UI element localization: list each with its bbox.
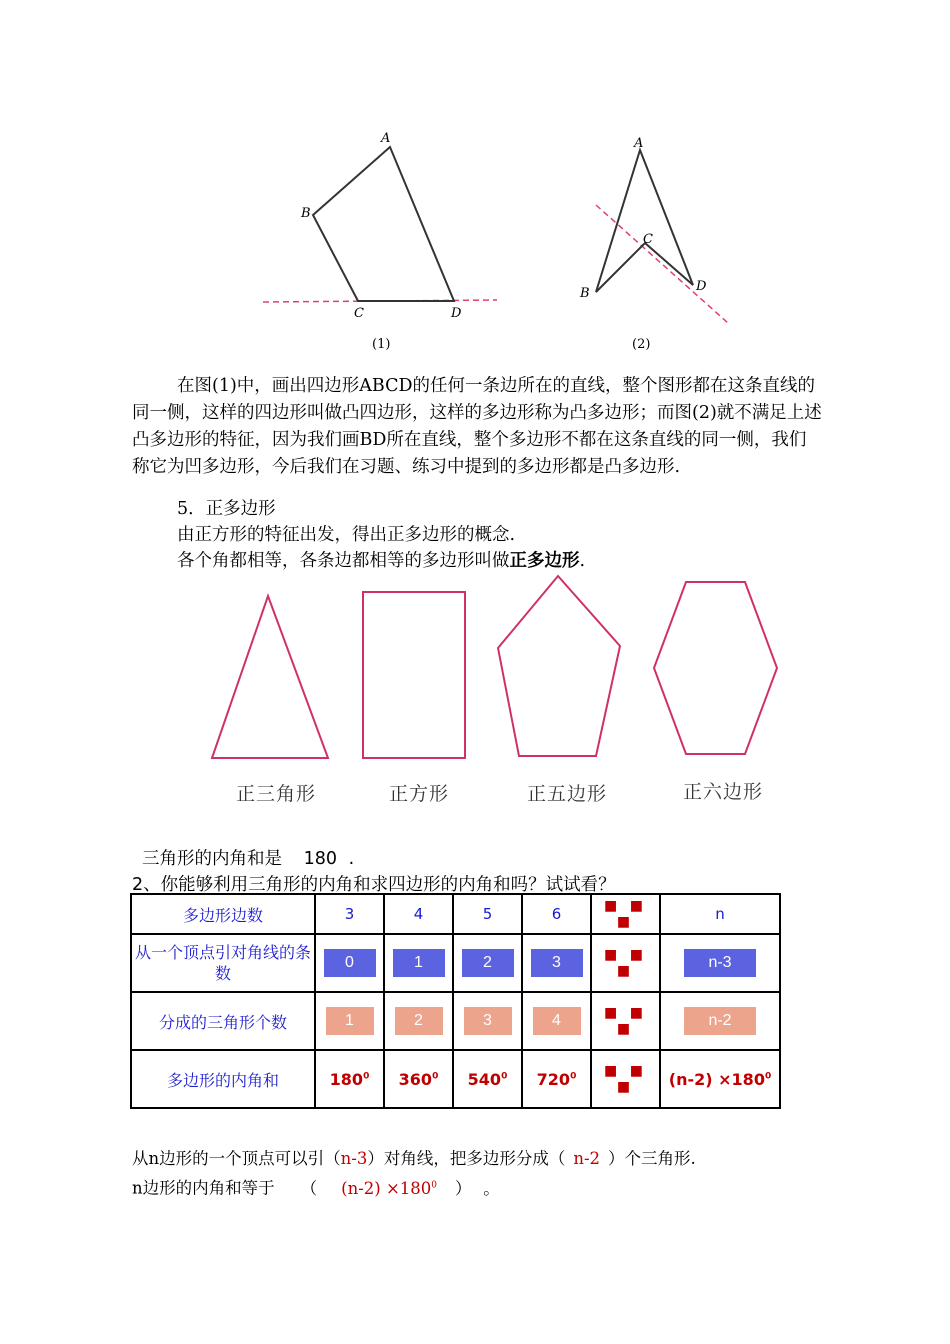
vertex-label-c: C — [354, 306, 364, 321]
cell-diagonals-1 — [384, 934, 453, 992]
table-row-diagonals — [131, 934, 780, 992]
vertex-label-a: A — [381, 131, 391, 146]
degree-mark: 0 — [570, 1071, 577, 1082]
cell-sides-n: n — [660, 894, 780, 934]
sum-value-540: 540 — [467, 1069, 502, 1089]
cell-diagonals-3 — [522, 934, 591, 992]
conclusion1-diagonals-answer: n-3 — [340, 1149, 368, 1168]
cell-sum-720 — [522, 1050, 591, 1108]
table-row-sides — [131, 894, 780, 934]
cell-triangles-1 — [315, 992, 384, 1050]
cell-triangles-2 — [384, 992, 453, 1050]
cell-sum-n — [660, 1050, 780, 1108]
diag-box-0: 0 — [324, 949, 376, 977]
cell-sides-4: 4 — [384, 894, 453, 934]
cell-sum-540 — [453, 1050, 522, 1108]
diag-box-1: 1 — [393, 949, 445, 977]
cell-sum-180 — [315, 1050, 384, 1108]
tri-box-2: 2 — [395, 1007, 443, 1035]
quadrilateral-abcd — [313, 147, 454, 301]
row-header-angle-sums: 多边形的内角和 — [131, 1050, 315, 1108]
cell-triangles-4 — [522, 992, 591, 1050]
diag-box-n: n-3 — [684, 949, 756, 977]
table-row-angle-sums — [131, 1050, 780, 1108]
conclusion-line-2 — [132, 1172, 500, 1202]
figure-1-convex-quadrilateral — [255, 125, 505, 355]
regular-polygons-figure — [200, 572, 800, 812]
cell-sides-5: 5 — [453, 894, 522, 934]
definition-suffix: . — [579, 551, 586, 571]
sum-value-180: 180 — [329, 1069, 364, 1089]
equilateral-triangle-shape — [212, 596, 328, 758]
dashed-line-bd — [596, 205, 728, 323]
sum-value-720: 720 — [536, 1069, 571, 1089]
convex-definition-paragraph — [132, 373, 822, 481]
question-line: 2、你能够利用三角形的内角和求四边形的内角和吗？试试看？ — [132, 875, 616, 895]
square-shape — [363, 592, 465, 758]
figure-1-caption: (1) — [372, 337, 391, 352]
regular-pentagon-shape — [498, 576, 620, 756]
cell-sides-ellipsis: ■ ■ ■ — [591, 894, 660, 934]
vertex-label-b: B — [301, 206, 311, 221]
conclusion2-period: 。 — [483, 1178, 500, 1198]
vertex-label-b: B — [580, 286, 590, 301]
degree-mark: 0 — [764, 1071, 772, 1082]
paragraph-text: 在图(1)中，画出四边形ABCD的任何一条边所在的直线，整个图形都在这条直线的同一侧，这样的四边形叫做凸四边形，这样的多边形称为凸多边形；而图(2)就不满足上述凸多边形的特征，因为我们画BD所在直线，整个多边形不都在这条直线的同一侧，我们称它为凹多边形，今后我们在习题、练习中提到的多边形都是凸多边形. — [132, 376, 822, 477]
cell-diagonals-0 — [315, 934, 384, 992]
conclusion1-part-e: ）个三角形. — [608, 1149, 696, 1168]
label-square: 正方形 — [389, 783, 450, 805]
row-header-sides: 多边形边数 — [131, 894, 315, 934]
label-regular-hexagon: 正六边形 — [683, 781, 764, 803]
table-row-triangles — [131, 992, 780, 1050]
triangle-sum-end: . — [348, 849, 355, 869]
row-header-diagonals: 从一个顶点引对角线的条数 — [131, 934, 315, 992]
tri-box-4: 4 — [533, 1007, 581, 1035]
figure-2-concave-quadrilateral — [570, 125, 740, 355]
cell-sides-6: 6 — [522, 894, 591, 934]
tri-box-n: n-2 — [684, 1007, 756, 1035]
vertex-label-c: C — [643, 232, 653, 247]
definition-term: 正多边形 — [509, 551, 580, 571]
regular-hexagon-shape — [654, 582, 777, 754]
cell-triangles-n — [660, 992, 780, 1050]
degree-mark: 0 — [363, 1071, 370, 1082]
conclusion2-answer-text: (n-2) ×180 — [341, 1178, 432, 1198]
definition-prefix: 各个角都相等，各条边都相等的多边形叫做 — [177, 551, 510, 571]
conclusion2-degree-mark: 0 — [431, 1180, 438, 1190]
conclusion2-close-paren: ） — [455, 1178, 464, 1198]
cell-diagonals-2 — [453, 934, 522, 992]
diag-box-2: 2 — [462, 949, 514, 977]
degree-mark: 0 — [432, 1071, 439, 1082]
intro-line: 由正方形的特征出发，得出正多边形的概念. — [177, 525, 516, 545]
conclusion2-part-a: n边形的内角和等于 — [132, 1178, 275, 1198]
cell-triangles-ellipsis: ■ ■ ■ — [591, 992, 660, 1050]
label-regular-pentagon: 正五边形 — [527, 783, 608, 805]
tri-box-3: 3 — [464, 1007, 512, 1035]
conclusion-line-1 — [132, 1146, 696, 1172]
sum-value-n: (n-2) ×180 — [668, 1069, 765, 1089]
triangle-angle-sum-line — [142, 846, 354, 872]
sum-value-360: 360 — [398, 1069, 433, 1089]
vertex-label-d: D — [696, 279, 707, 294]
regular-polygon-definition — [177, 548, 585, 574]
vertex-label-d: D — [451, 306, 462, 321]
cell-sum-360 — [384, 1050, 453, 1108]
cell-diagonals-n — [660, 934, 780, 992]
conclusion1-triangles-answer: n-2 — [573, 1149, 601, 1168]
cell-diagonals-ellipsis: ■ ■ ■ — [591, 934, 660, 992]
vertex-label-a: A — [634, 136, 644, 151]
polygon-angle-table — [130, 893, 781, 1109]
triangle-sum-text: 三角形的内角和是 — [142, 849, 282, 869]
label-equilateral-triangle: 正三角形 — [236, 783, 317, 805]
conclusion2-answer — [341, 1179, 437, 1198]
degree-mark: 0 — [501, 1071, 508, 1082]
diag-box-3: 3 — [531, 949, 583, 977]
cell-sum-ellipsis: ■ ■ ■ — [591, 1050, 660, 1108]
section-title: 5．正多边形 — [177, 499, 276, 519]
quadrilateral-abcd-concave — [596, 150, 693, 292]
figure-2-caption: (2) — [632, 337, 651, 352]
row-header-triangles: 分成的三角形个数 — [131, 992, 315, 1050]
conclusion1-part-c: ）对角线，把多边形分成（ — [367, 1149, 566, 1168]
conclusion1-part-a: 从n边形的一个顶点可以引（ — [132, 1149, 341, 1168]
conclusion2-open-paren: （ — [300, 1178, 318, 1198]
triangle-sum-value: 180 — [303, 849, 337, 869]
tri-box-1: 1 — [326, 1007, 374, 1035]
cell-sides-3: 3 — [315, 894, 384, 934]
cell-triangles-3 — [453, 992, 522, 1050]
